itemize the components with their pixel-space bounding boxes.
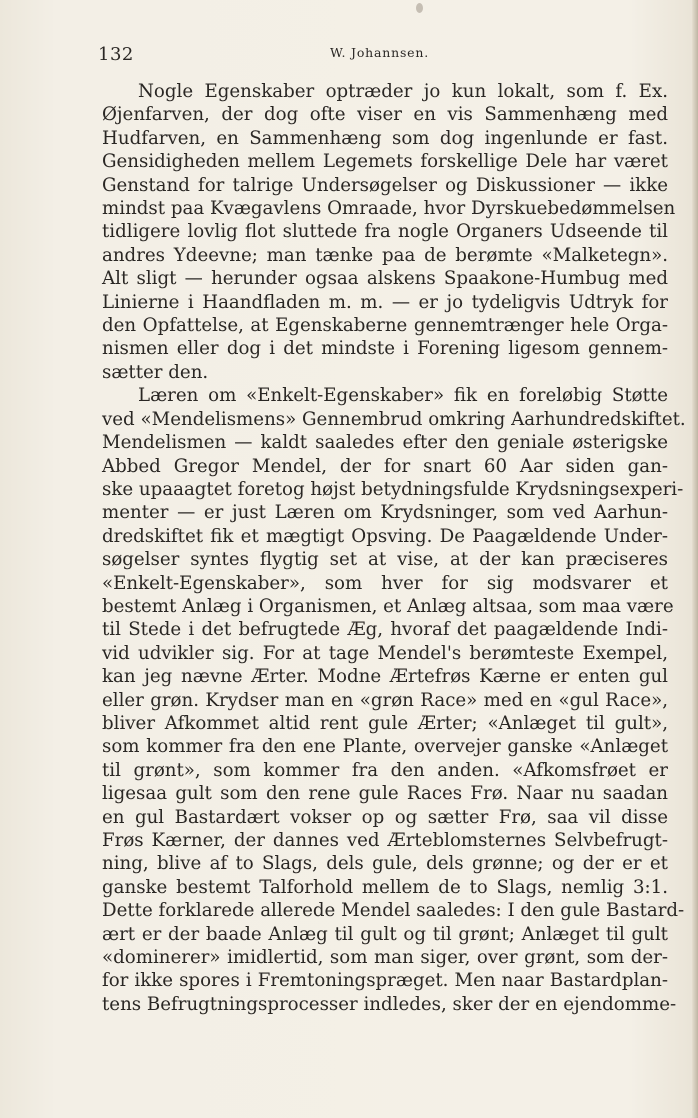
text-line: til grønt», som kommer fra den anden. «Afkomsfrøet er — [102, 759, 668, 781]
text-line: dredskiftet fik et mægtigt Opsving. De Paagældende Under- — [102, 525, 668, 547]
text-line: vid udvikler sig. For at tage Mendel's berømteste Exempel, — [102, 642, 668, 664]
text-line: Hudfarven, en Sammenhæng som dog ingenlunde er fast. — [102, 127, 668, 149]
text-line: tens Befrugtningsprocesser indledes, sker der en ejendomme- — [102, 993, 677, 1015]
page-header — [98, 40, 670, 68]
body-text — [102, 80, 686, 1016]
text-line: bliver Afkommet altid rent gule Ærter; «Anlæget til gult», — [102, 712, 668, 734]
text-line: nismen eller dog i det mindste i Forening ligesom gennem- — [102, 338, 668, 360]
text-line: andres Ydeevne; man tænke paa de berømte «Malketegn». — [102, 244, 668, 266]
text-line: kan jeg nævne Ærter. Modne Ærtefrøs Kærne er enten gul — [102, 666, 668, 688]
text-line: ganske bestemt Talforhold mellem de to Slags, nemlig 3:1. — [102, 876, 668, 898]
text-line: til Stede i det befrugtede Æg, hvoraf det paagældende Indi- — [102, 619, 668, 641]
running-head: W. Johannsen. — [330, 45, 429, 60]
text-line: som kommer fra den ene Plante, overvejer ganske «Anlæget — [102, 736, 668, 758]
text-line: Øjenfarven, der dog ofte viser en vis Sammenhæng med — [102, 104, 668, 126]
text-line: en gul Bastardært vokser op og sætter Frø, saa vil disse — [102, 806, 668, 828]
text-line: Frøs Kærner, der dannes ved Ærteblomsternes Selvbefrugt- — [102, 830, 668, 851]
text-line: ning, blive af to Slags, dels gule, dels grønne; og der er et — [102, 853, 668, 875]
text-line: Genstand for talrige Undersøgelser og Diskussioner — ikke — [102, 174, 668, 196]
text-line: Læren om «Enkelt-Egenskaber» fik en foreløbig Støtte — [138, 385, 668, 407]
text-line: Alt sligt — herunder ogsaa alskens Spaakone-Humbug med — [102, 268, 668, 290]
page-edge — [692, 0, 698, 1118]
ink-speck — [416, 3, 423, 13]
text-line: Dette forklarede allerede Mendel saaledes: I den gule Bastard- — [102, 900, 685, 922]
text-line: søgelser syntes flygtig set at vise, at der kan præciseres — [102, 549, 668, 571]
text-line: Nogle Egenskaber optræder jo kun lokalt, som f. Ex. — [138, 81, 668, 102]
text-line: tidligere lovlig flot sluttede fra nogle Organers Udseende til — [102, 221, 668, 243]
text-line: Mendelismen — kaldt saaledes efter den geniale østerigske — [102, 432, 668, 454]
text-line: sætter den. — [102, 361, 209, 383]
text-line: menter — er just Læren om Krydsninger, som ved Aarhun- — [102, 502, 668, 524]
text-line: Abbed Gregor Mendel, der for snart 60 Aar siden gan- — [102, 455, 668, 477]
text-line: ligesaa gult som den rene gule Races Frø. Naar nu saadan — [102, 783, 668, 805]
text-line: Linierne i Haandfladen m. m. — er jo tydeligvis Udtryk for — [102, 291, 668, 313]
text-line: mindst paa Kvægavlens Omraade, hvor Dyrskuebedømmelsen — [102, 198, 676, 220]
text-line: bestemt Anlæg i Organismen, et Anlæg altsaa, som maa være — [102, 595, 674, 617]
text-line: den Opfattelse, at Egenskaberne gennemtrænger hele Orga- — [102, 315, 668, 337]
text-line: «dominerer» imidlertid, som man siger, over grønt, som der- — [102, 947, 668, 969]
text-line: ært er der baade Anlæg til gult og til grønt; Anlæget til gult — [102, 923, 668, 945]
text-line: ved «Mendelismens» Gennembrud omkring Aarhundredskiftet. — [102, 408, 686, 430]
text-line: ske upaaagtet foretog højst betydningsfulde Krydsningsexperi- — [102, 478, 684, 500]
text-line: eller grøn. Krydser man en «grøn Race» med en «gul Race», — [102, 689, 668, 711]
text-line: Gensidigheden mellem Legemets forskellige Dele har været — [102, 151, 668, 173]
page-number: 132 — [98, 44, 134, 65]
text-line: «Enkelt-Egenskaber», som hver for sig modsvarer et — [102, 572, 668, 594]
text-line: for ikke spores i Fremtoningspræget. Men naar Bastardplan- — [102, 970, 668, 992]
